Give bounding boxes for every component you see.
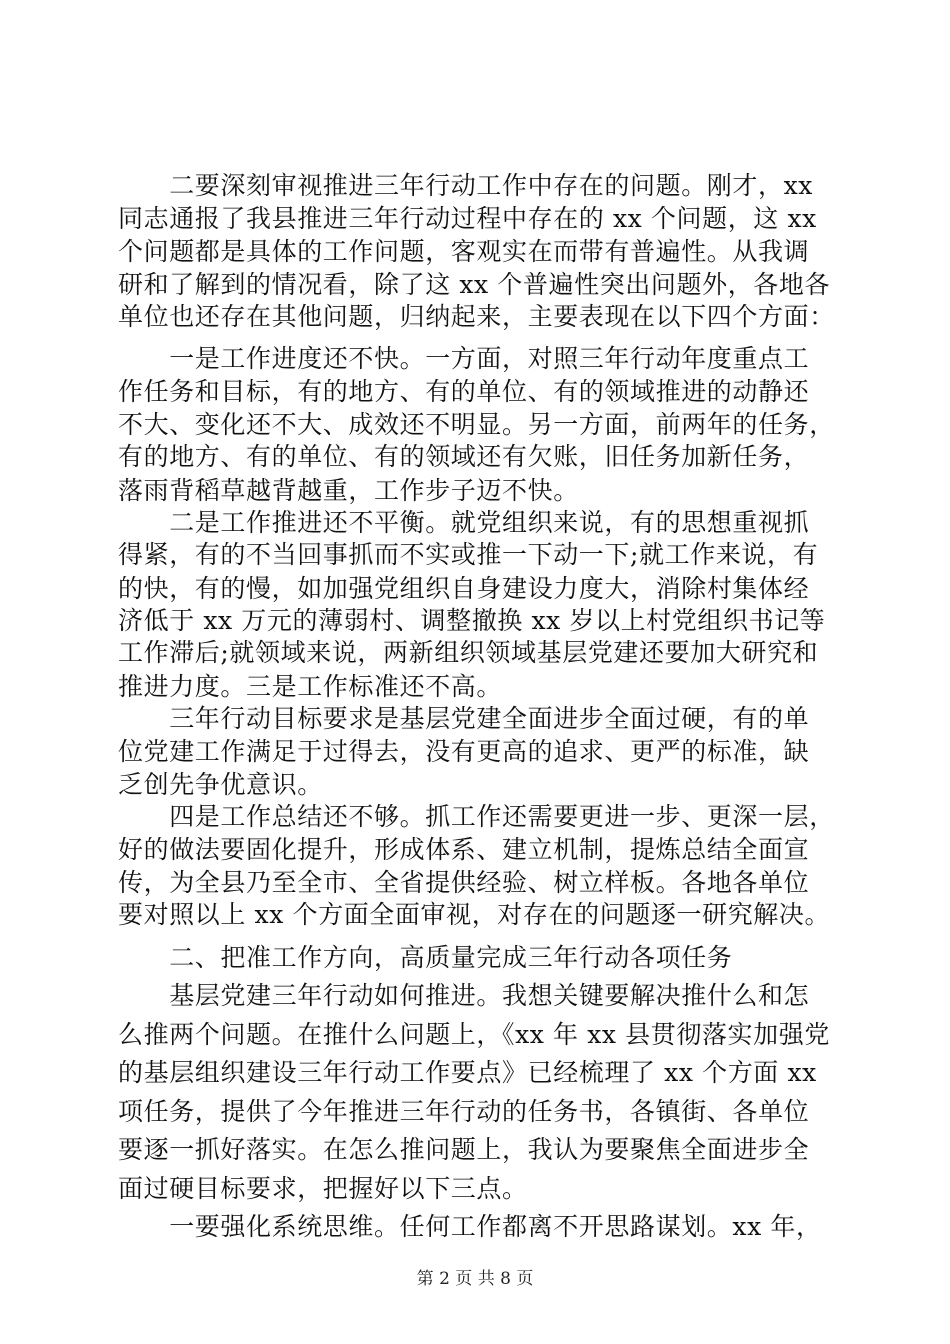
text-line: 传，为全县乃至全市、全省提供经验、树立样板。各地各单位: [118, 868, 810, 897]
text-line: 同志通报了我县推进三年行动过程中存在的 xx 个问题，这 xx: [118, 204, 817, 233]
text-line: 落雨背稻草越背越重，工作步子迈不快。: [118, 476, 579, 505]
text-line: 个问题都是具体的工作问题，客观实在而带有普遍性。从我调: [118, 237, 810, 266]
text-line: 不大、变化还不大、成效还不明显。另一方面，前两年的任务，: [118, 410, 835, 439]
text-line: 的基层组织建设三年行动工作要点》已经梳理了 xx 个方面 xx: [118, 1058, 817, 1087]
text-line: 二是工作推进还不平衡。就党组织来说，有的思想重视抓: [118, 508, 810, 537]
text-line: 得紧，有的不当回事抓而不实或推一下动一下;就工作来说，有: [118, 540, 819, 569]
text-line: 工作滞后;就领域来说，两新组织领域基层党建还要加大研究和: [118, 638, 819, 667]
text-line: 有的地方、有的单位、有的领域还有欠账，旧任务加新任务，: [118, 442, 810, 471]
text-line: 二要深刻审视推进三年行动工作中存在的问题。刚才，xx: [118, 171, 814, 200]
text-line: 济低于 xx 万元的薄弱村、调整撤换 xx 岁以上村党组织书记等: [118, 606, 826, 635]
text-line: 的快，有的慢，如加强党组织自身建设力度大，消除村集体经: [118, 574, 810, 603]
text-line: 三年行动目标要求是基层党建全面进步全面过硬，有的单: [118, 704, 810, 733]
text-line: 一是工作进度还不快。一方面，对照三年行动年度重点工: [118, 344, 810, 373]
text-line: 好的做法要固化提升，形成体系、建立机制，提炼总结全面宣: [118, 835, 810, 864]
text-line: 四是工作总结还不够。抓工作还需要更进一步、更深一层，: [118, 802, 835, 831]
text-line: 基层党建三年行动如何推进。我想关键要解决推什么和怎: [118, 981, 810, 1010]
text-line: 位党建工作满足于过得去，没有更高的追求、更严的标准，缺: [118, 737, 810, 766]
text-line: 研和了解到的情况看，除了这 xx 个普遍性突出问题外，各地各: [118, 270, 831, 299]
text-line: 推进力度。三是工作标准还不高。: [118, 672, 503, 701]
text-line: 单位也还存在其他问题，归纳起来，主要表现在以下四个方面：: [118, 302, 835, 331]
text-line: 乏创先争优意识。: [118, 770, 323, 799]
text-line: 项任务，提供了今年推进三年行动的任务书，各镇街、各单位: [118, 1097, 810, 1126]
text-line: 一要强化系统思维。任何工作都离不开思路谋划。xx 年，: [118, 1212, 822, 1241]
text-line: 要逐一抓好落实。在怎么推问题上，我认为要聚焦全面进步全: [118, 1135, 810, 1164]
text-line: 二、把准工作方向，高质量完成三年行动各项任务: [118, 943, 733, 972]
text-line: 么推两个问题。在推什么问题上，《xx 年 xx 县贯彻落实加强党: [118, 1020, 830, 1049]
page-footer: 第 2 页 共 8 页: [416, 1269, 534, 1289]
text-line: 面过硬目标要求，把握好以下三点。: [118, 1174, 528, 1203]
text-line: 要对照以上 xx 个方面全面审视，对存在的问题逐一研究解决。: [118, 900, 831, 929]
text-line: 作任务和目标，有的地方、有的单位、有的领域推进的动静还: [118, 377, 810, 406]
